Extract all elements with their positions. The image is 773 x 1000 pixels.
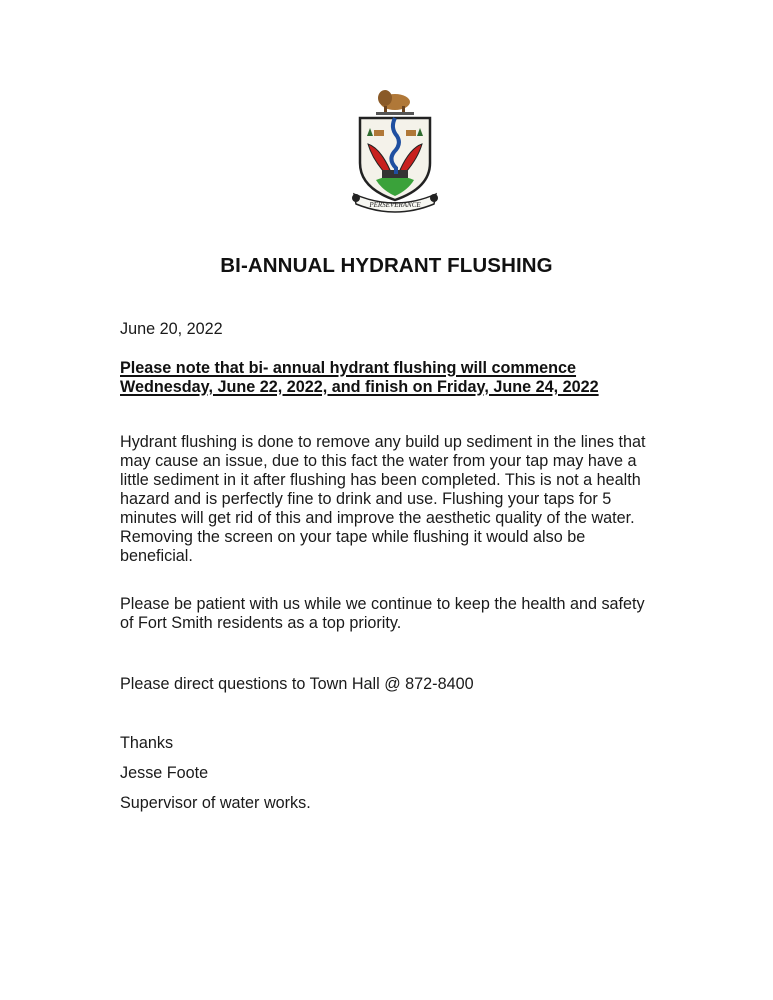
paragraph-line: Hydrant flushing is done to remove any build up sediment in the lines that: [120, 433, 646, 451]
paragraph-line: hazard and is perfectly fine to drink and use. Flushing your taps for 5: [120, 490, 612, 508]
paragraph-line: of Fort Smith residents as a top priority.: [120, 614, 402, 632]
notice-date: June 20, 2022: [120, 320, 223, 338]
paragraph-line: beneficial.: [120, 547, 193, 565]
paragraph-line: may cause an issue, due to this fact the water from your tap may have a: [120, 452, 637, 470]
signatory-role: Supervisor of water works.: [120, 794, 311, 812]
paragraph-line: minutes will get rid of this and improve the aesthetic quality of the water.: [120, 509, 635, 527]
contact-line: Please direct questions to Town Hall @ 872-8400: [120, 675, 474, 693]
body-paragraph-explanation: [120, 433, 680, 566]
crest-motto: PERSEVERANCE: [369, 201, 421, 209]
closing: Thanks: [120, 734, 174, 752]
signatory-name: Jesse Foote: [120, 764, 209, 782]
notice-line: Wednesday, June 22, 2022, and finish on Friday, June 24, 2022: [120, 378, 599, 396]
paragraph-line: Removing the screen on your tape while flushing it would also be: [120, 528, 586, 546]
crest-emblem-icon: [350, 88, 440, 214]
notice-line: Please note that bi- annual hydrant flushing will commence: [120, 359, 577, 377]
town-crest-logo: [350, 88, 440, 214]
body-paragraph-patience: [120, 595, 680, 633]
bison-icon: [376, 90, 414, 115]
notice-headline: [120, 359, 599, 397]
page-title: BI-ANNUAL HYDRANT FLUSHING: [220, 254, 553, 277]
paragraph-line: Please be patient with us while we continue to keep the health and safety: [120, 595, 645, 613]
paragraph-line: little sediment in it after flushing has been completed. This is not a health: [120, 471, 641, 489]
